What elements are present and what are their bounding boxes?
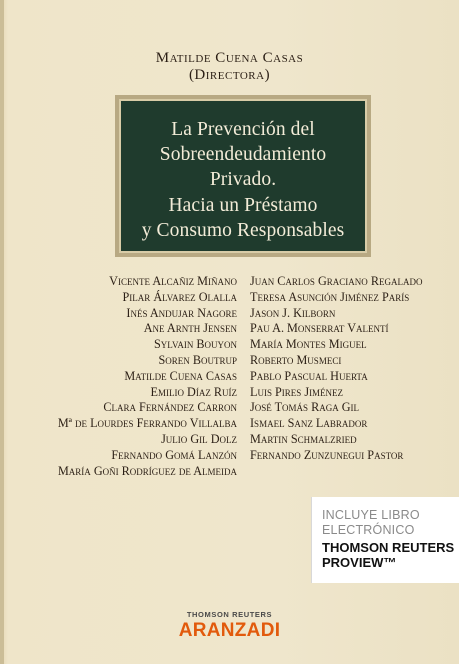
- title-line-3: Privado.: [209, 169, 277, 190]
- author-name: Soren Boutrup: [158, 352, 237, 367]
- title-line-2: Sobreendeudamiento: [159, 144, 327, 165]
- title-line-5: y Consumo Responsables: [141, 220, 345, 241]
- spine-edge: [0, 0, 4, 664]
- author-name: Roberto Musmeci: [250, 352, 342, 367]
- title-panel: [115, 95, 371, 257]
- author-name: Mª de Lourdes Ferrando Villalba: [57, 416, 237, 431]
- author-name: Juan Carlos Graciano Regalado: [250, 274, 423, 288]
- author-name: Teresa Asunción Jiménez París: [250, 289, 410, 304]
- editor-name: Matilde Cuena Casas: [155, 50, 304, 66]
- publisher-logo: ARANZADI: [178, 620, 281, 641]
- author-name: Ane Arnth Jensen: [143, 321, 237, 336]
- author-name: Matilde Cuena Casas: [124, 368, 237, 383]
- author-name: Martin Schmalzried: [250, 431, 357, 446]
- author-name: Pilar Álvarez Olalla: [122, 289, 237, 304]
- author-name: Vicente Alcañiz Miñano: [109, 274, 237, 288]
- author-name: Clara Fernández Carron: [103, 400, 237, 415]
- authors-list-right: [250, 274, 422, 464]
- author-name: María Montes Miguel: [250, 337, 367, 352]
- title-line-1: La Prevención del: [171, 119, 315, 140]
- author-name: José Tomás Raga Gil: [250, 400, 360, 415]
- author-name: Fernando Zunzunegui Pastor: [250, 447, 404, 462]
- publisher-parent-logo: THOMSON REUTERS: [186, 610, 273, 619]
- author-name: Pau A. Monserrat Valentí: [250, 321, 389, 336]
- ebook-label-line1: INCLUYE LIBRO: [322, 508, 420, 522]
- title-line-4: Hacia un Préstamo: [168, 195, 318, 216]
- author-name: Julio Gil Dolz: [161, 431, 237, 446]
- author-name: Pablo Pascual Huerta: [250, 368, 368, 383]
- author-name: Jason J. Kilborn: [250, 305, 336, 320]
- ebook-brand-line2: PROVIEW™: [322, 555, 397, 570]
- author-name: María Goñi Rodríguez de Almeida: [57, 463, 237, 478]
- author-name: Fernando Gomá Lanzón: [111, 447, 237, 462]
- authors-list-left: [58, 274, 237, 479]
- ebook-brand-line1: THOMSON REUTERS: [322, 540, 455, 555]
- author-name: Ismael Sanz Labrador: [250, 416, 368, 431]
- author-name: Luis Pires Jiménez: [250, 384, 344, 399]
- ebook-label-line2: ELECTRÓNICO: [322, 523, 415, 537]
- author-name: Inés Andujar Nagore: [126, 305, 237, 320]
- author-name: Sylvain Bouyon: [154, 337, 237, 352]
- author-name: Emilio Díaz Ruíz: [150, 384, 237, 399]
- ebook-badge: [311, 497, 459, 583]
- editor-role: (Directora): [188, 67, 271, 83]
